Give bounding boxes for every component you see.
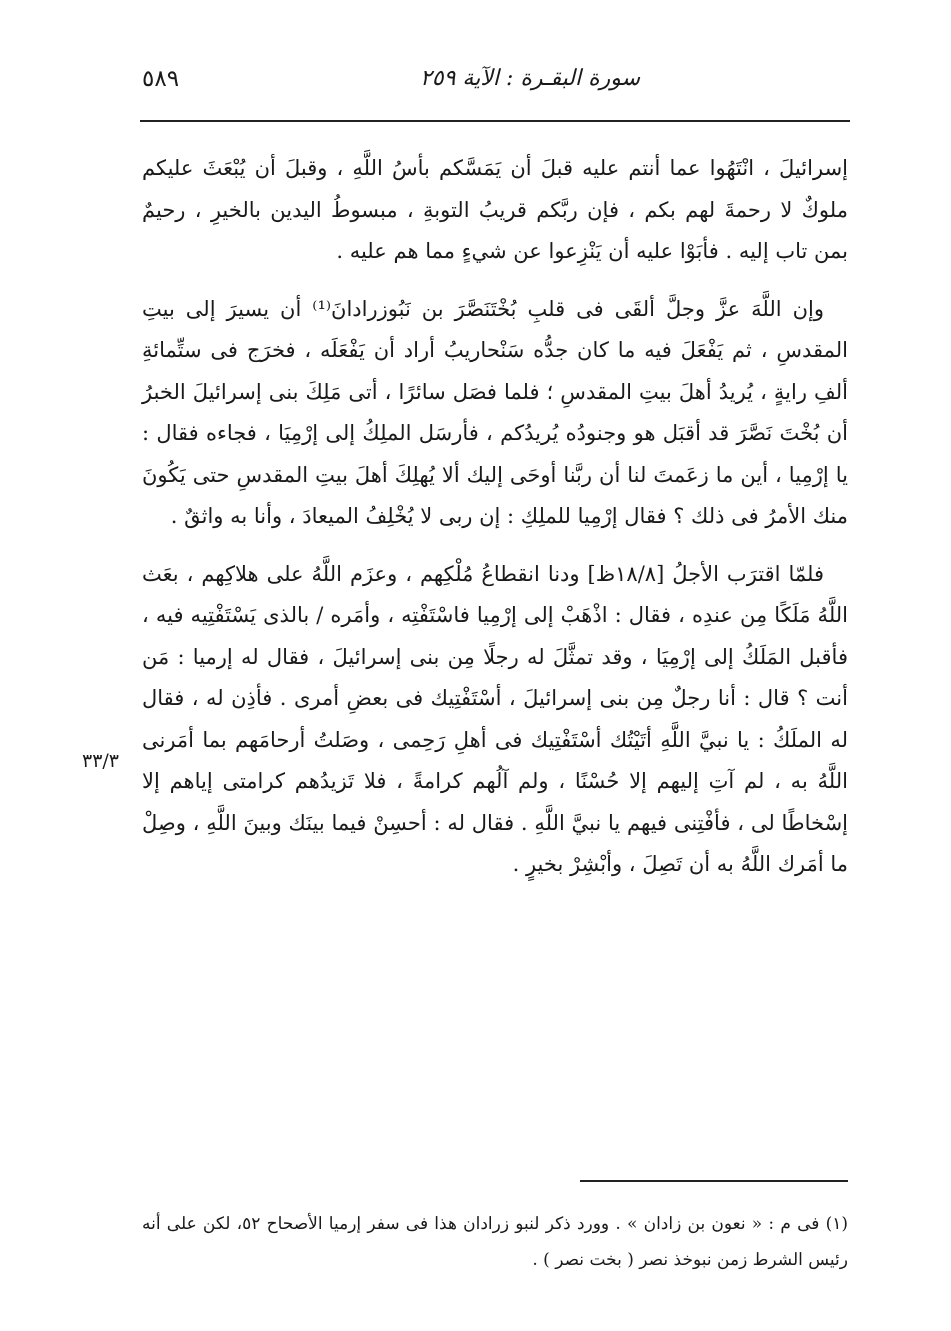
margin-reference: ٣٣/٣ xyxy=(82,750,120,772)
paragraph: فلمّا اقترَب الأجلُ [١٨/٨ظ] ودنا انقطاعُ مُلْكِهم ، وعزَم اللَّهُ على هلاكِهم ، بعَث اللَّهُ مَلَكًا مِن عندِه ، فقال : اذْهَبْ إلى إرْمِيا فاسْتَفْتِه ، وأمَره / بالذى يَسْتَفْتِيه فيه ، فأقبل المَلَكُ إلى إرْمِيَا ، وقد تمثَّلَ له رجلًا مِن بنى إسرائيلَ ، فقال له إرميا : مَن أنت ؟ قال : أنا رجلٌ مِن بنى إسرائيلَ ، أسْتَفْتِيك فى بعضِ أمرى . فأذِن له ، فقال له الملَكُ : يا نبيَّ اللَّهِ أتَيْتُك أسْتَفْتِيك فى أهلِ رَحِمى ، وصَلتُ أرحامَهم بما أمَرنى اللَّهُ به ، لم آتِ إليهم إلا حُسْنًا ، ولم آلُهم كرامةً ، فلا تَزيدُهم كرامتى إياهم إلا إسْخاطًا لى ، فأفْتِنى فيهم يا نبيَّ اللَّهِ . فقال له : أحسِنْ فيما بينَك وبينَ اللَّهِ ، وصِلْ ما أمَرك اللَّهُ به أن تَصِلَ ، وأبْشِرْ بخيرٍ . xyxy=(142,561,848,876)
main-text xyxy=(142,148,848,886)
footnote-divider xyxy=(580,1180,848,1182)
footnote xyxy=(142,1206,848,1278)
header-divider xyxy=(140,120,850,122)
page-number: ٥٨٩ xyxy=(142,66,180,92)
paragraph: إسرائيلَ ، انْتَهُوا عما أنتم عليه قبلَ أن يَمَسَّكم بأسُ اللَّهِ ، وقبلَ أن يُبْعَثَ عليكم ملوكٌ لا رحمةَ لهم بكم ، فإن ربَّكم قريبُ التوبةِ ، مبسوطُ اليدين بالخيرِ ، رحيمٌ بمن تاب إليه . فأبَوْا عليه أن يَنْزِعوا عن شيءٍ مما هم عليه . xyxy=(142,156,848,263)
running-title: سورة البقـرة : الآية ٢٥٩ xyxy=(419,66,641,91)
page-header xyxy=(140,62,850,102)
paragraph: وإن اللَّهَ عزَّ وجلَّ ألقَى فى قلبِ بُخْتَنَصَّرَ بن نَبُوزرادانَ⁽¹⁾ أن يسيرَ إلى بيتِ المقدسِ ، ثم يَفْعَلَ فيه ما كان جدُّه سَنْحاريبُ أراد أن يَفْعَلَه ، فخرَج فى ستِّمائةِ ألفِ رايةٍ ، يُريدُ أهلَ بيتِ المقدسِ ؛ فلما فصَل سائرًا ، أتى مَلِكَ بنى إسرائيلَ الخبرُ أن بُخْتَ نَصَّرَ قد أقبَل هو وجنودُه يُريدُكم ، فأرسَل الملِكُ إلى إرْمِيَا ، فجاءه فقال : يا إرْمِيا ، أين ما زعَمتَ لنا أن ربَّنا أوحَى إليك ألا يُهلِكَ أهلَ بيتِ المقدسِ حتى يَكُونَ منك الأمرُ فى ذلك ؟ فقال إرْمِيا للملِكِ : إن ربى لا يُخْلِفُ الميعادَ ، وأنا به واثقٌ . xyxy=(142,296,848,528)
footnote-text: (١) فى م : « نعون بن زادان » . وورد ذكر لنبو زرادان هذا فى سفر إرميا الأصحاح ٥٢، لكن على أنه رئيس الشرط زمن نبوخذ نصر ( بخت نصر ) . xyxy=(142,1214,849,1270)
